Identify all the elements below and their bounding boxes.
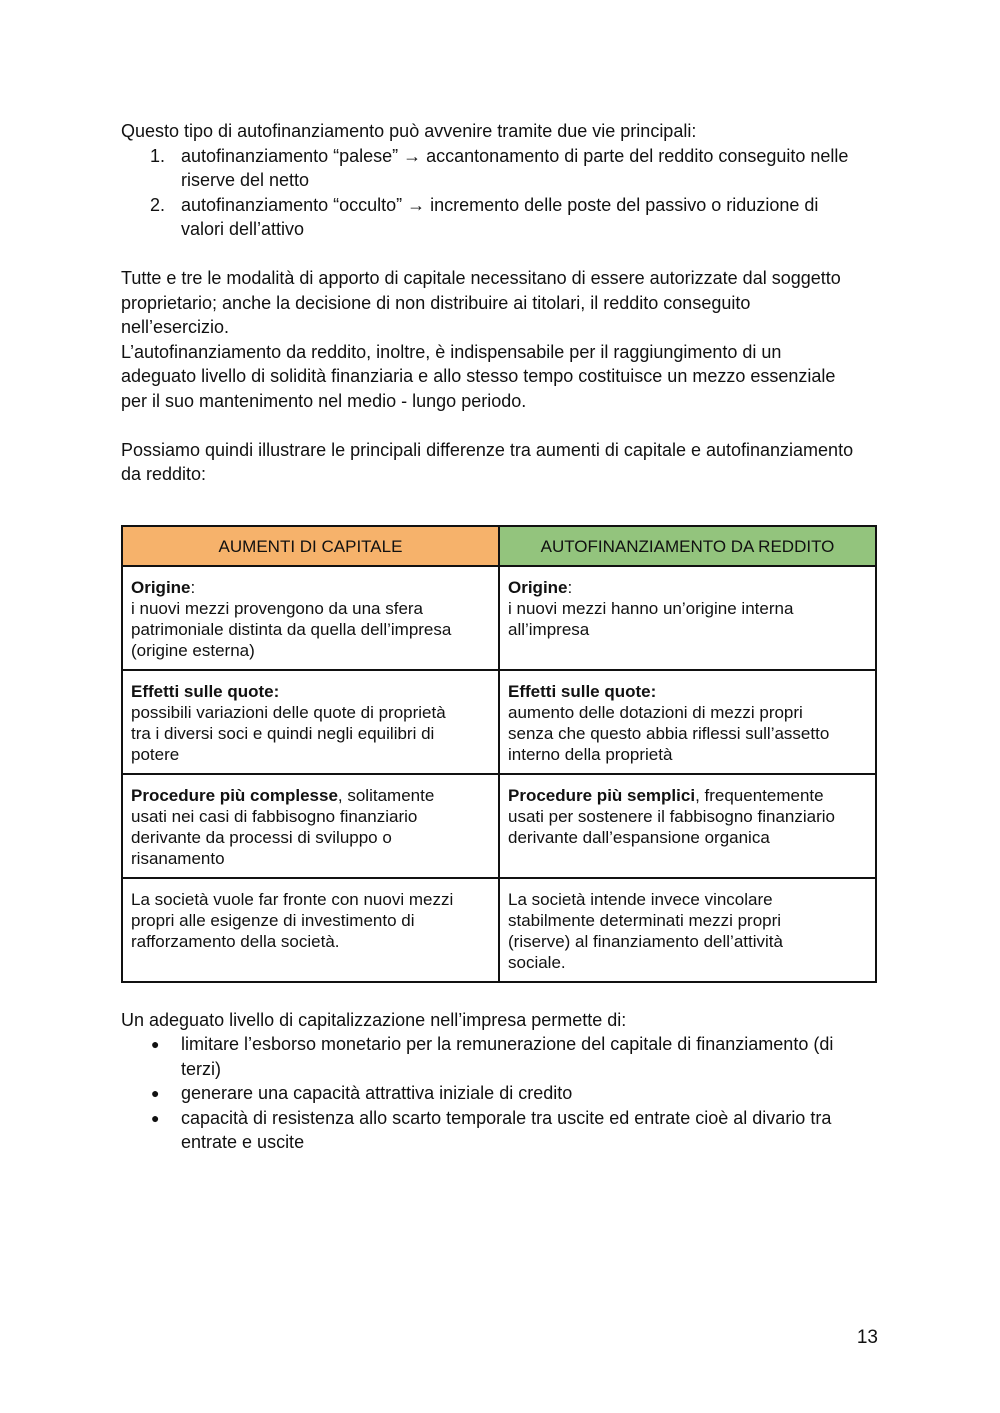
table-cell — [499, 878, 876, 982]
bullet-icon: ● — [151, 1085, 160, 1101]
conclusion-text: Un adeguato livello di capitalizzazione nell’impresa permette di: — [121, 1009, 627, 1030]
table-row — [122, 670, 876, 774]
cell-text: usati per sostenere il fabbisogno finanziario — [508, 806, 835, 826]
cell-text: propri alle esigenze di investimento di — [131, 910, 415, 930]
page-content — [121, 119, 878, 1155]
table-cell — [122, 774, 499, 878]
table-cell — [499, 670, 876, 774]
cell-heading: Procedure più complesse — [131, 785, 338, 805]
list-item-text: riserve del netto — [181, 170, 310, 190]
table-header-right: AUTOFINANZIAMENTO DA REDDITO — [499, 526, 876, 566]
cell-text: , solitamente — [337, 785, 435, 805]
list-item-text: autofinanziamento “occulto” → incremento delle poste del passivo o riduzione di — [181, 194, 819, 215]
list-item — [121, 1106, 878, 1155]
table-cell — [122, 670, 499, 774]
cell-text: i nuovi mezzi hanno un’origine interna — [508, 598, 794, 618]
table-cell — [122, 878, 499, 982]
list-item-text: autofinanziamento “palese” → accantonamento di parte del reddito conseguito nelle — [181, 145, 849, 166]
cell-text: , frequentemente — [695, 785, 824, 805]
cell-text: rafforzamento della società. — [131, 931, 340, 951]
cell-text: usati nei casi di fabbisogno finanziario — [131, 806, 418, 826]
cell-heading: Effetti sulle quote: — [508, 681, 657, 701]
table-row — [122, 774, 876, 878]
cell-text: all’impresa — [508, 619, 590, 639]
cell-heading: Origine — [508, 577, 568, 597]
table-row — [122, 878, 876, 982]
cell-text: aumento delle dotazioni di mezzi propri — [508, 702, 803, 722]
list-number: 1. — [150, 145, 166, 166]
list-item-text: limitare l’esborso monetario per la remunerazione del capitale di finanziamento (di — [181, 1034, 834, 1054]
cell-text: stabilmente determinati mezzi propri — [508, 910, 782, 930]
paragraph-line: adeguato livello di solidità finanziaria e allo stesso tempo costituisce un mezzo essenziale — [121, 366, 836, 386]
paragraph-line: Possiamo quindi illustrare le principali differenze tra aumenti di capitale e autofinanziamento — [121, 439, 854, 460]
page-number: 13 — [856, 1327, 878, 1348]
cell-text: tra i diversi soci e quindi negli equilibri di — [131, 723, 435, 743]
paragraph-line: nell’esercizio. — [121, 317, 230, 337]
paragraph-line: L’autofinanziamento da reddito, inoltre, è indispensabile per il raggiungimento di un — [121, 341, 782, 362]
paragraph-line: proprietario; anche la decisione di non distribuire ai titolari, il reddito conseguito — [121, 292, 751, 313]
paragraph — [121, 438, 878, 487]
list-item — [121, 1032, 878, 1081]
bullet-list — [121, 1032, 878, 1155]
cell-heading: Effetti sulle quote: — [131, 681, 280, 701]
cell-text: derivante dall’espansione organica — [508, 827, 770, 847]
paragraph-line: da reddito: — [121, 464, 207, 484]
cell-text: La società intende invece vincolare — [508, 889, 773, 909]
list-item — [121, 193, 878, 242]
table-cell — [499, 566, 876, 670]
list-item — [121, 1081, 878, 1106]
list-item — [121, 144, 878, 193]
table-header-left: AUMENTI DI CAPITALE — [122, 526, 499, 566]
list-item-text: valori dell’attivo — [181, 219, 305, 239]
cell-text: La società vuole far fronte con nuovi mezzi — [131, 889, 454, 909]
cell-text: : — [190, 577, 196, 597]
list-item-text: generare una capacità attrattiva iniziale di credito — [181, 1083, 573, 1103]
bullet-icon: ● — [151, 1109, 160, 1126]
cell-text: possibili variazioni delle quote di proprietà — [131, 702, 446, 722]
cell-text: senza che questo abbia riflessi sull’assetto — [508, 723, 830, 743]
table-cell — [499, 774, 876, 878]
cell-text: : — [567, 577, 573, 597]
cell-text: (riserve) al finanziamento dell’attività — [508, 931, 783, 951]
table-row — [122, 566, 876, 670]
cell-text: potere — [131, 744, 180, 764]
cell-text: risanamento — [131, 848, 225, 868]
bullet-icon: ● — [151, 1036, 160, 1052]
cell-text: derivante da processi di sviluppo o — [131, 827, 392, 847]
paragraph-line: per il suo mantenimento nel medio - lungo periodo. — [121, 390, 527, 411]
numbered-list — [121, 144, 878, 242]
list-item-text: capacità di resistenza allo scarto temporale tra uscite ed entrate cioè al divario tra — [181, 1107, 832, 1128]
cell-heading: Origine — [131, 577, 191, 597]
list-item-text: terzi) — [181, 1058, 221, 1079]
table-cell — [122, 566, 499, 670]
paragraph-line: Tutte e tre le modalità di apporto di capitale necessitano di essere autorizzate dal soggetto — [121, 268, 841, 288]
comparison-table — [121, 525, 877, 983]
list-number: 2. — [150, 194, 166, 215]
cell-text: i nuovi mezzi provengono da una sfera — [131, 598, 424, 618]
list-item-text: entrate e uscite — [181, 1132, 305, 1152]
table-header-row — [122, 526, 876, 566]
cell-heading: Procedure più semplici — [508, 785, 696, 805]
intro-text: Questo tipo di autofinanziamento può avvenire tramite due vie principali: — [121, 121, 697, 141]
cell-text: sociale. — [508, 952, 566, 972]
paragraph — [121, 266, 878, 413]
cell-text: patrimoniale distinta da quella dell’impresa — [131, 619, 452, 639]
cell-text: interno della proprietà — [508, 744, 673, 764]
cell-text: (origine esterna) — [131, 640, 255, 660]
